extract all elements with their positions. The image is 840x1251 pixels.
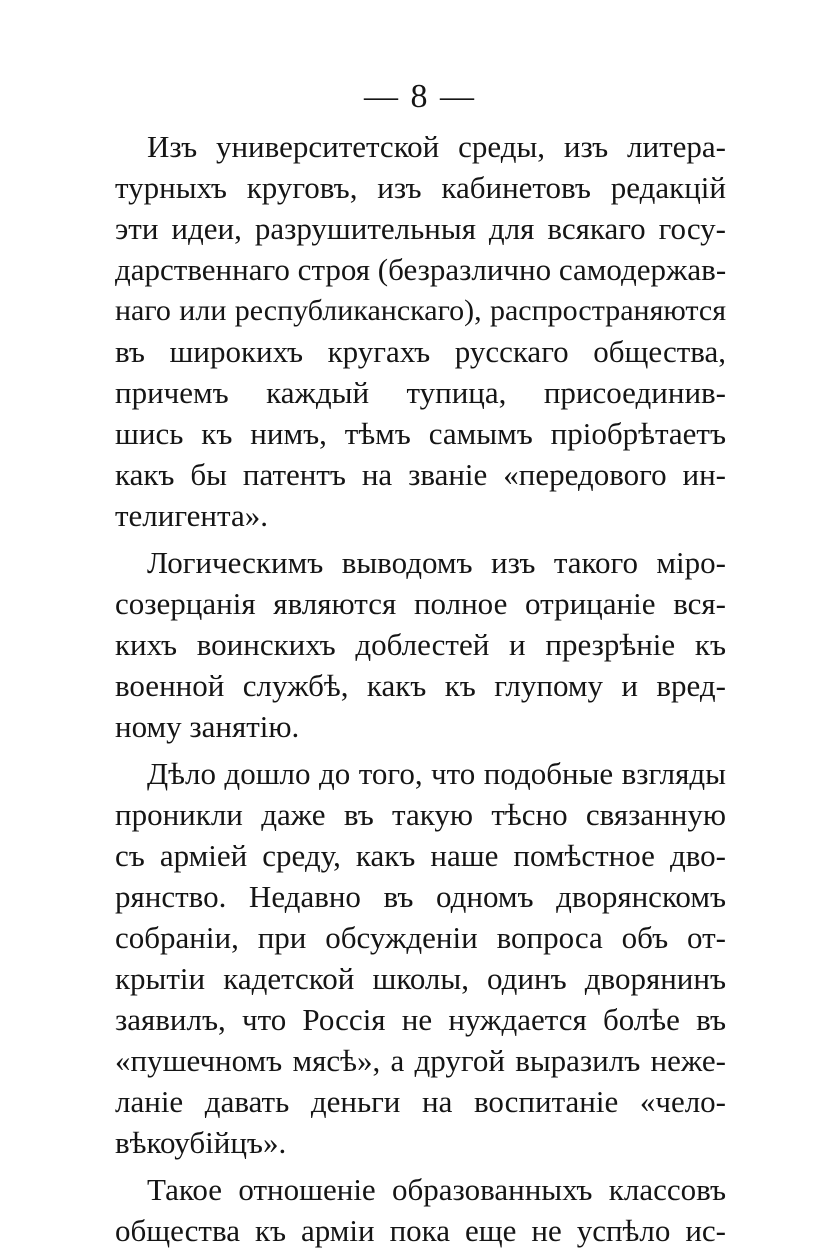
body-text: [115, 126, 726, 1251]
text-line: наго или республиканскаго), распространяются: [115, 294, 726, 327]
paragraph: [115, 1169, 726, 1251]
text-line: причемъ каждый тупица, присоединив-: [115, 375, 726, 410]
text-line: военной службѣ, какъ къ глупому и вред-: [115, 668, 726, 703]
paragraph: [115, 753, 726, 1163]
text-line: эти идеи, разрушительныя для всякаго госу-: [115, 211, 726, 246]
text-line: Дѣло дошло до того, что подобные взгляды: [147, 756, 726, 791]
text-line: вѣкоубійцъ».: [115, 1125, 287, 1160]
text-line: общества къ арміи пока еще не успѣло ис-: [115, 1213, 726, 1248]
text-line: кихъ воинскихъ доблестей и презрѣніе къ: [115, 627, 726, 662]
text-line: Такое отношеніе образованныхъ классовъ: [147, 1172, 726, 1207]
text-line: созерцанія являются полное отрицаніе вся-: [115, 586, 726, 621]
text-line: крытіи кадетской школы, одинъ дворянинъ: [115, 961, 726, 996]
text-line: рянство. Недавно въ одномъ дворянскомъ: [115, 879, 726, 914]
text-line: ному занятію.: [115, 709, 300, 744]
text-line: шись къ нимъ, тѣмъ самымъ пріобрѣтаетъ: [115, 416, 726, 451]
text-line: Изъ университетской среды, изъ литера-: [147, 129, 726, 164]
text-line: турныхъ круговъ, изъ кабинетовъ редакцій: [115, 170, 726, 205]
text-line: дарственнаго строя (безразлично самодержав-: [115, 252, 727, 287]
text-line: съ арміей среду, какъ наше помѣстное дво-: [115, 838, 726, 873]
text-line: проникли даже въ такую тѣсно связанную: [115, 797, 726, 832]
paragraph: [115, 126, 726, 536]
text-line: «пушечномъ мясѣ», а другой выразилъ неже-: [115, 1043, 726, 1078]
text-line: въ широкихъ кругахъ русскаго общества,: [115, 334, 726, 369]
page-number: — 8 —: [364, 78, 476, 115]
text-line: собраніи, при обсужденіи вопроса объ от-: [115, 920, 726, 955]
text-line: какъ бы патентъ на званіе «передового ин-: [115, 457, 726, 492]
text-line: ланіе давать деньги на воспитаніе «чело-: [115, 1084, 726, 1119]
paragraph: [115, 542, 726, 747]
text-line: заявилъ, что Россія не нуждается болѣе въ: [115, 1002, 726, 1037]
text-line: телигента».: [115, 498, 268, 533]
text-line: Логическимъ выводомъ изъ такого міро-: [147, 545, 726, 580]
